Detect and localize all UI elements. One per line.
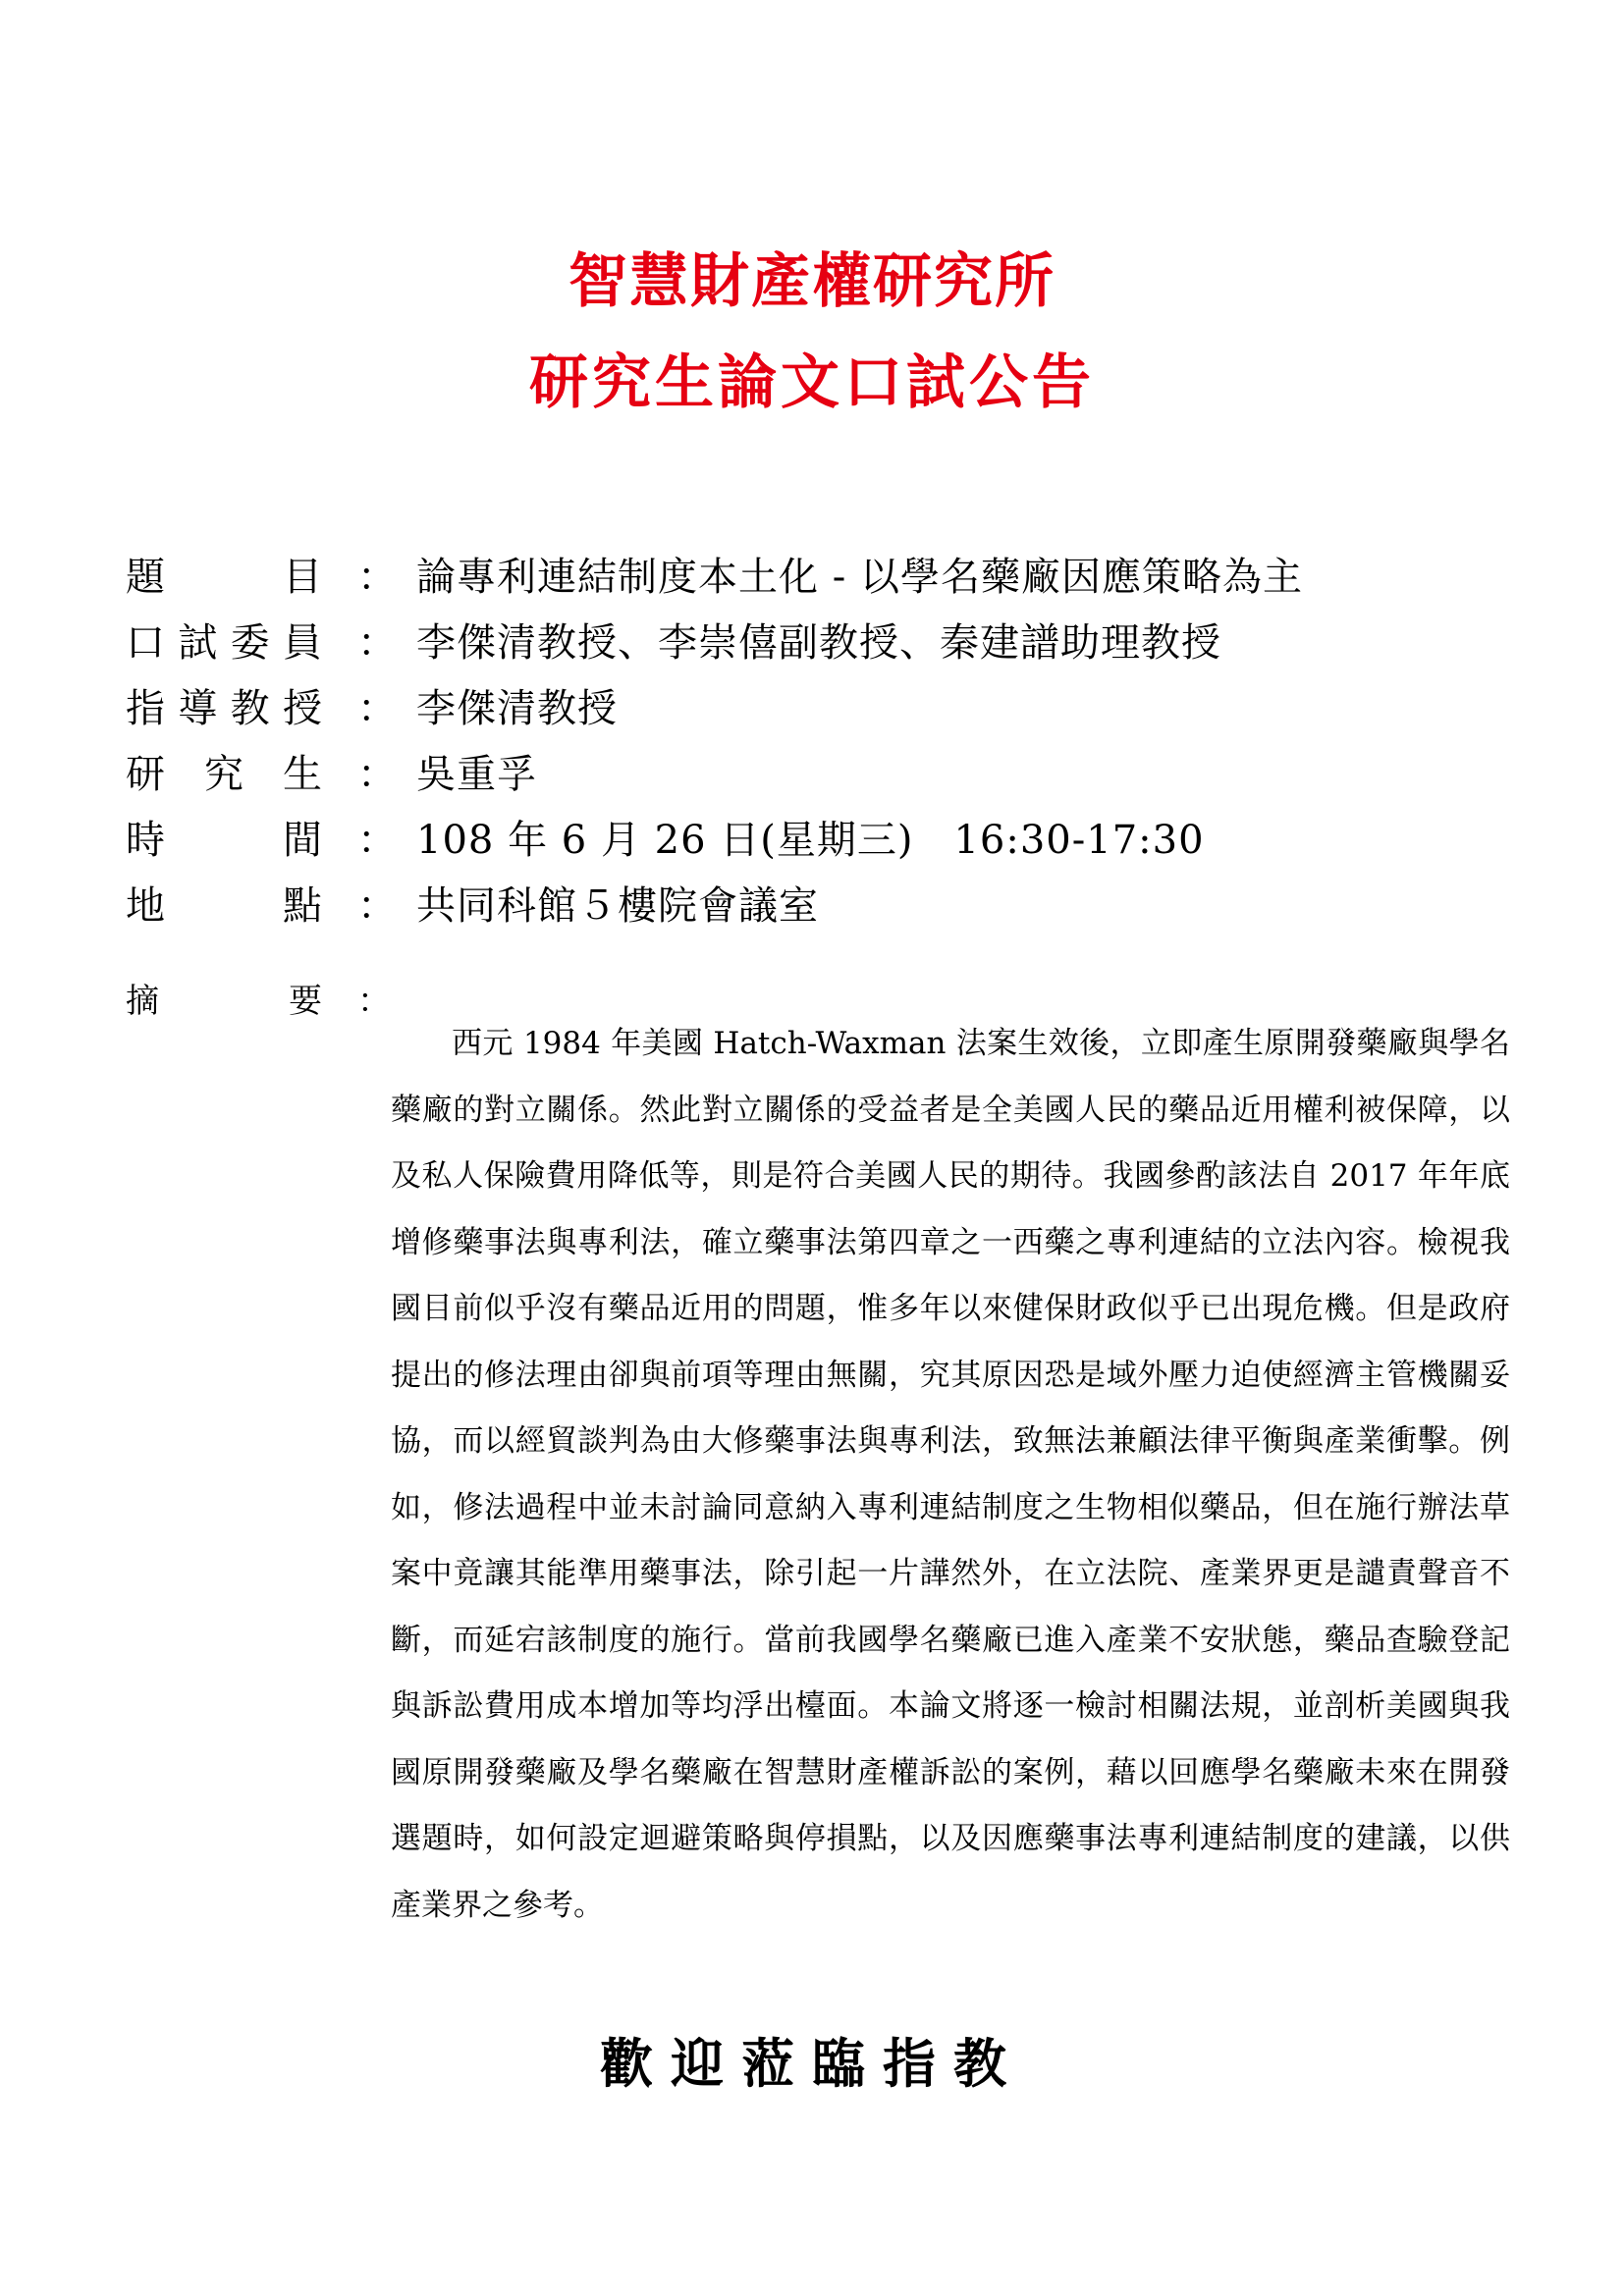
info-label	[126, 808, 322, 874]
info-colon: ：	[357, 883, 397, 929]
info-colon: ：	[357, 818, 397, 863]
info-row-student	[126, 742, 1530, 808]
label-char: 地	[126, 883, 165, 929]
info-label	[126, 742, 322, 808]
info-value: 李傑清教授	[416, 686, 618, 731]
abstract-label	[126, 982, 322, 1021]
info-colon: ：	[357, 686, 397, 731]
institute-title: 智慧財產權研究所	[568, 247, 1056, 316]
label-char: 委	[230, 620, 270, 666]
info-value: 論專利連結制度本土化 - 以學名藥廠因應策略為主	[416, 555, 1303, 600]
label-char: 教	[230, 686, 270, 731]
info-row-topic	[126, 545, 1530, 611]
label-char: 生	[283, 752, 322, 797]
info-label	[126, 611, 322, 676]
label-char: 摘	[126, 982, 159, 1021]
label-char: 授	[282, 686, 322, 731]
label-char: 試	[178, 620, 218, 666]
label-char: 目	[283, 555, 322, 600]
welcome-message: 歡迎蒞臨指教	[600, 2032, 1024, 2095]
abstract-text: 西元 1984 年美國 Hatch-Waxman 法案生效後，立即產生原開發藥廠與學名藥廠的對立關係。然此對立關係的受益者是全美國人民的藥品近用權利被保障，以及私人保險費用降低等，則是符合美國人民的期待。我國參酌該法自 2017 年年底增修藥事法與專利法，確立藥事法第四章之一西藥之專利連結的立法內容。檢視我國目前似乎沒有藥品近用的問題，惟多年以來健保財政似乎已出現危機。但是政府提出的修法理由卻與前項等理由無關，究其原因恐是域外壓力迫使經濟主管機關妥協，而以經貿談判為由大修藥事法與專利法，致無法兼顧法律平衡與產業衝擊。例如，修法過程中並未討論同意納入專利連結制度之生物相似藥品，但在施行辦法草案中竟讓其能準用藥事法，除引起一片譁然外，在立法院、產業界更是譴責聲音不斷，而延宕該制度的施行。當前我國學名藥廠已進入產業不安狀態，藥品查驗登記與訴訟費用成本增加等均浮出檯面。本論文將逐一檢討相關法規，並剖析美國與我國原開發藥廠及學名藥廠在智慧財產權訴訟的案例，藉以回應學名藥廠未來在開發選題時，如何設定迴避策略與停損點，以及因應藥事法專利連結制度的建議，以供產業界之參考。	[391, 1026, 1510, 1923]
label-char: 題	[126, 555, 165, 600]
info-colon: ：	[357, 555, 397, 600]
info-row-time	[126, 808, 1530, 874]
info-colon: ：	[357, 620, 397, 666]
label-char: 指	[126, 686, 165, 731]
info-value: 共同科館５樓院會議室	[416, 883, 819, 929]
label-char: 員	[282, 620, 322, 666]
info-label	[126, 874, 322, 939]
info-value: 李傑清教授、李崇僖副教授、秦建譜助理教授	[416, 620, 1221, 666]
info-label	[126, 545, 322, 611]
label-char: 口	[126, 620, 165, 666]
label-char: 研	[126, 752, 165, 797]
info-value: 108 年 6 月 26 日(星期三) 16:30-17:30	[416, 818, 1205, 863]
info-label	[126, 676, 322, 742]
info-row-location	[126, 874, 1530, 939]
info-table	[126, 545, 1530, 939]
label-char: 導	[178, 686, 218, 731]
announcement-title: 研究生論文口試公告	[529, 348, 1095, 417]
info-row-committee	[126, 611, 1530, 676]
abstract-colon: ：	[357, 982, 391, 1021]
info-row-advisor	[126, 676, 1530, 742]
label-char: 究	[204, 752, 244, 797]
label-char: 點	[283, 883, 322, 929]
info-colon: ：	[357, 752, 397, 797]
info-value: 吳重孚	[416, 752, 537, 797]
label-char: 時	[126, 818, 165, 863]
label-char: 間	[283, 818, 322, 863]
label-char: 要	[289, 982, 322, 1021]
